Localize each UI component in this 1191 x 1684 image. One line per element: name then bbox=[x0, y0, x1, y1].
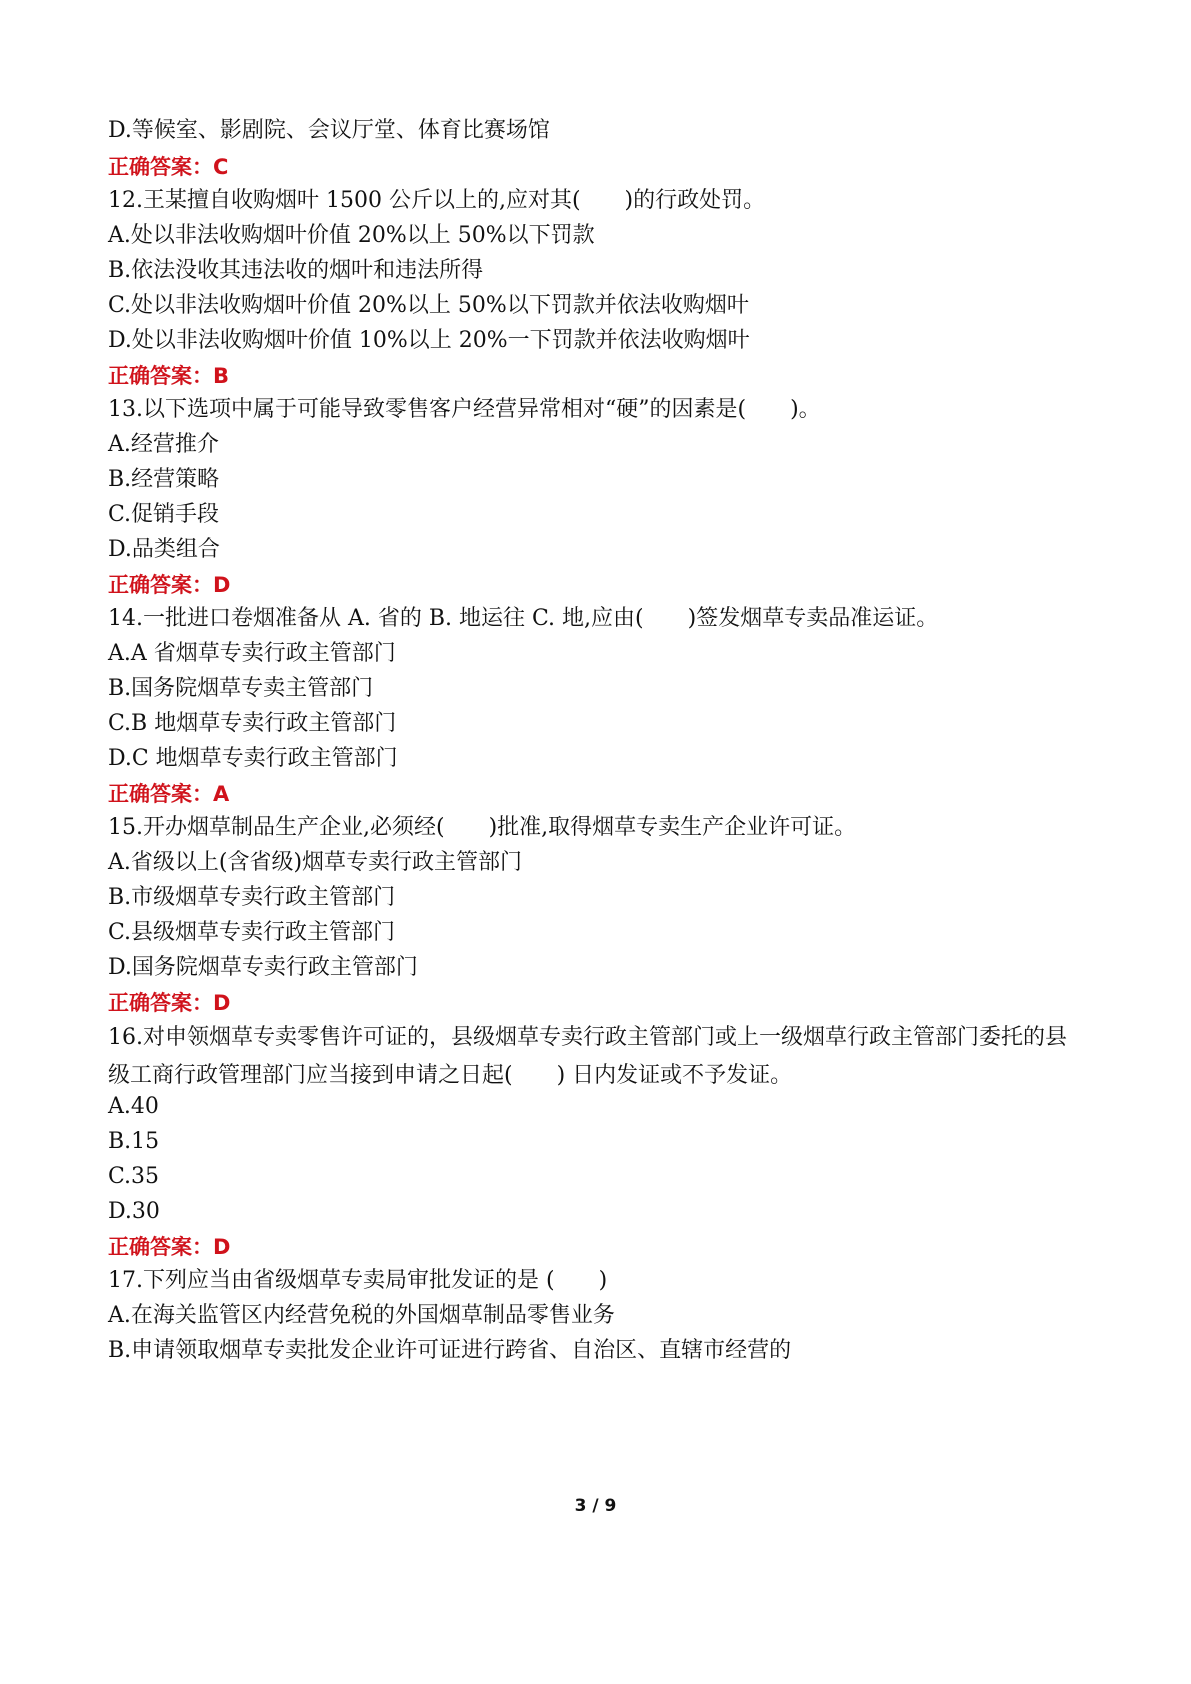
option-line: C.35 bbox=[108, 1164, 160, 1189]
option-line: C.县级烟草专卖行政主管部门 bbox=[108, 920, 396, 945]
answer-line: 正确答案：D bbox=[108, 1235, 231, 1259]
question-line: 14.一批进口卷烟准备从 A. 省的 B. 地运往 C. 地,应由( )签发烟草专卖品准运证。 bbox=[108, 606, 939, 631]
option-line: D.等候室、影剧院、会议厅堂、体育比赛场馆 bbox=[108, 118, 550, 143]
answer-line: 正确答案：A bbox=[108, 782, 230, 806]
option-line: B.申请领取烟草专卖批发企业许可证进行跨省、自治区、直辖市经营的 bbox=[108, 1338, 792, 1363]
option-line: A.省级以上(含省级)烟草专卖行政主管部门 bbox=[108, 850, 523, 875]
option-line: A.40 bbox=[108, 1094, 159, 1119]
option-line: A.经营推介 bbox=[108, 432, 219, 457]
option-line: A.A 省烟草专卖行政主管部门 bbox=[108, 641, 396, 666]
option-line: D.C 地烟草专卖行政主管部门 bbox=[108, 746, 398, 771]
option-line: B.依法没收其违法收的烟叶和违法所得 bbox=[108, 258, 484, 283]
option-line: C.B 地烟草专卖行政主管部门 bbox=[108, 711, 397, 736]
answer-line: 正确答案：D bbox=[108, 991, 231, 1015]
answer-line: 正确答案：B bbox=[108, 364, 230, 388]
option-line: C.促销手段 bbox=[108, 502, 220, 527]
option-line: B.市级烟草专卖行政主管部门 bbox=[108, 885, 396, 910]
question-line: 12.王某擅自收购烟叶 1500 公斤以上的,应对其( )的行政处罚。 bbox=[108, 188, 766, 213]
question-line: 15.开办烟草制品生产企业,必须经( )批准,取得烟草专卖生产企业许可证。 bbox=[108, 815, 857, 840]
option-line: D.国务院烟草专卖行政主管部门 bbox=[108, 955, 418, 980]
option-line: C.处以非法收购烟叶价值 20%以上 50%以下罚款并依法收购烟叶 bbox=[108, 293, 749, 318]
option-line: A.在海关监管区内经营免税的外国烟草制品零售业务 bbox=[108, 1303, 615, 1328]
option-line: D.30 bbox=[108, 1199, 160, 1224]
option-line: A.处以非法收购烟叶价值 20%以上 50%以下罚款 bbox=[108, 223, 595, 248]
question-line: 16.对申领烟草专卖零售许可证的，县级烟草专卖行政主管部门或上一级烟草行政主管部门委托的县级工商行政管理部门应当接到申请之日起( ) 日内发证或不予发证。 bbox=[108, 1025, 1067, 1088]
question-line: 17.下列应当由省级烟草专卖局审批发证的是 ( ) bbox=[108, 1268, 608, 1293]
option-line: B.经营策略 bbox=[108, 467, 220, 492]
question-line: 13.以下选项中属于可能导致零售客户经营异常相对“硬”的因素是( )。 bbox=[108, 397, 821, 422]
option-line: B.15 bbox=[108, 1129, 160, 1154]
answer-line: 正确答案：C bbox=[108, 155, 229, 179]
option-line: B.国务院烟草专卖主管部门 bbox=[108, 676, 374, 701]
page-number: 3 / 9 bbox=[574, 1496, 617, 1516]
option-line: D.处以非法收购烟叶价值 10%以上 20%一下罚款并依法收购烟叶 bbox=[108, 328, 750, 353]
option-line: D.品类组合 bbox=[108, 537, 220, 562]
answer-line: 正确答案：D bbox=[108, 573, 231, 597]
